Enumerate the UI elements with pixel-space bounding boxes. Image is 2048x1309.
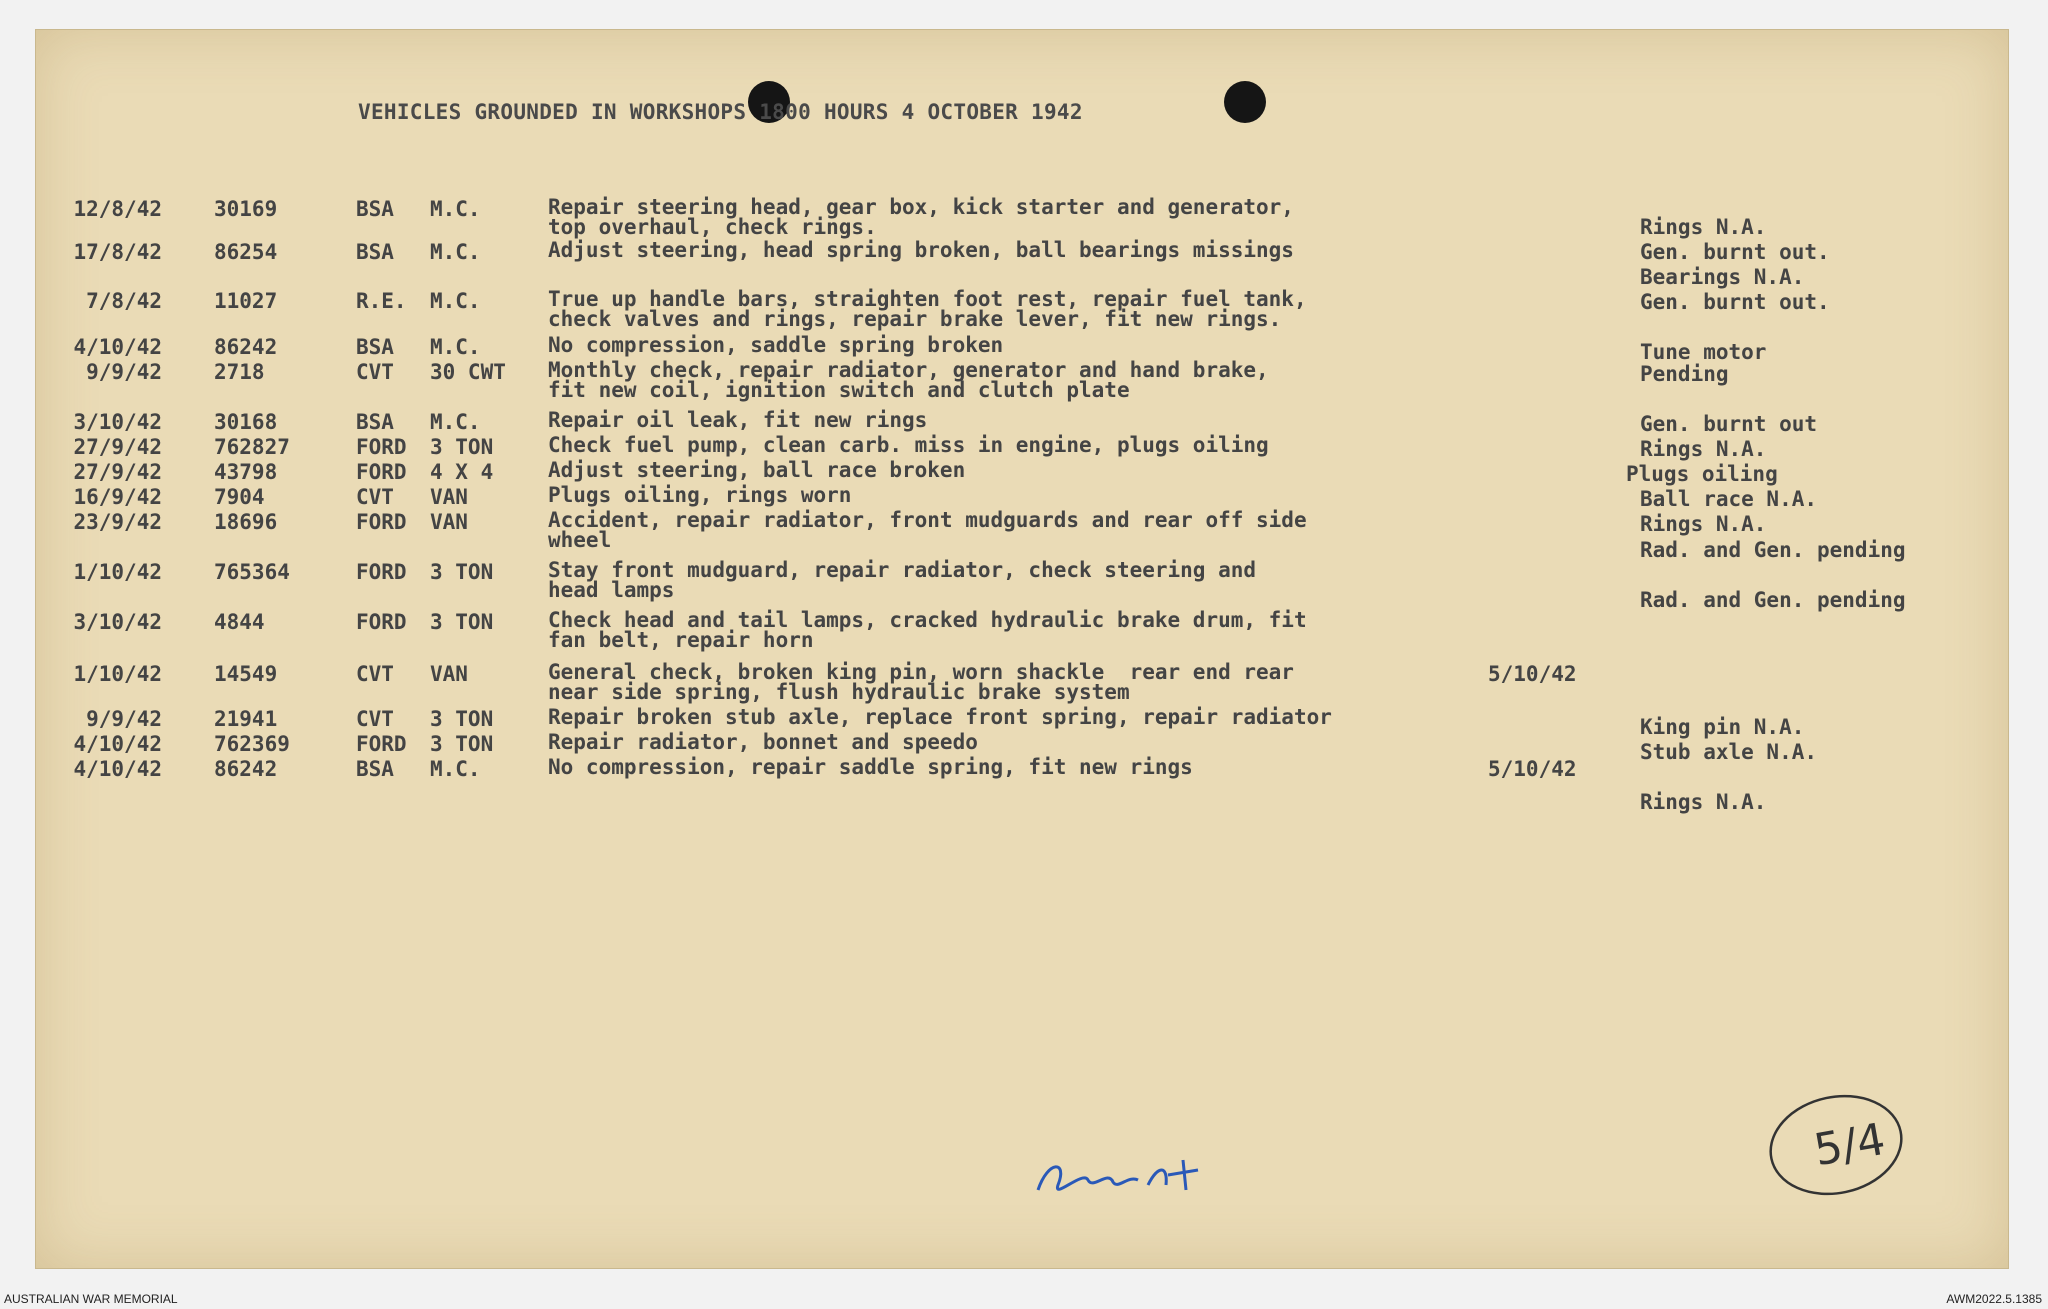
- row-description: Repair radiator, bonnet and speedo: [548, 730, 978, 754]
- row-date: 9/9/42: [86, 707, 162, 731]
- status-note: Rings N.A.: [1640, 790, 1767, 814]
- row-vehicle-number: 762827: [214, 435, 290, 459]
- row-make: BSA: [356, 757, 394, 781]
- row-date: 3/10/42: [73, 410, 162, 434]
- row-date: 1/10/42: [73, 662, 162, 686]
- status-note: Rad. and Gen. pending: [1640, 538, 1906, 562]
- row-date: 9/9/42: [86, 360, 162, 384]
- row-vehicle-type: M.C.: [430, 197, 481, 221]
- status-note: Ball race N.A.: [1640, 487, 1818, 511]
- status-note: Pending: [1640, 362, 1729, 386]
- status-note: Rings N.A.: [1640, 437, 1767, 461]
- row-make: CVT: [356, 360, 394, 384]
- row-date: 4/10/42: [73, 757, 162, 781]
- row-date: 17/8/42: [73, 240, 162, 264]
- status-note: Plugs oiling: [1626, 462, 1778, 486]
- row-vehicle-type: 3 TON: [430, 435, 494, 459]
- row-make: FORD: [356, 510, 407, 534]
- row-description: Repair oil leak, fit new rings: [548, 408, 928, 432]
- row-description: Adjust steering, ball race broken: [548, 458, 966, 482]
- row-make: CVT: [356, 662, 394, 686]
- row-vehicle-number: 86242: [214, 757, 278, 781]
- row-description: Stay front mudguard, repair radiator, check steering and head lamps: [548, 558, 1257, 602]
- row-vehicle-type: M.C.: [430, 335, 481, 359]
- row-vehicle-number: 43798: [214, 460, 278, 484]
- row-description: No compression, saddle spring broken: [548, 333, 1004, 357]
- row-vehicle-type: VAN: [430, 510, 468, 534]
- row-date: 4/10/42: [73, 732, 162, 756]
- folio-stamp: [1766, 1090, 1906, 1200]
- status-note: Stub axle N.A.: [1640, 740, 1818, 764]
- row-description: Adjust steering, head spring broken, ball bearings missings: [548, 238, 1294, 262]
- row-description: No compression, repair saddle spring, fit new rings: [548, 755, 1193, 779]
- row-make: FORD: [356, 560, 407, 584]
- row-description: True up handle bars, straighten foot rest, repair fuel tank, check valves and rings, repair brake lever, fit new rings.: [548, 287, 1307, 331]
- row-make: FORD: [356, 732, 407, 756]
- row-vehicle-number: 7904: [214, 485, 265, 509]
- row-vehicle-number: 14549: [214, 662, 278, 686]
- row-vehicle-type: 3 TON: [430, 707, 494, 731]
- row-vehicle-number: 762369: [214, 732, 290, 756]
- row-vehicle-type: M.C.: [430, 757, 481, 781]
- row-vehicle-type: 4 X 4: [430, 460, 494, 484]
- status-note: Gen. burnt out.: [1640, 240, 1830, 264]
- signature: [1028, 1140, 1228, 1210]
- row-vehicle-type: VAN: [430, 662, 468, 686]
- row-vehicle-number: 2718: [214, 360, 265, 384]
- row-vehicle-number: 30169: [214, 197, 278, 221]
- row-date: 23/9/42: [73, 510, 162, 534]
- row-completed-date: 5/10/42: [1488, 757, 1577, 781]
- row-make: FORD: [356, 610, 407, 634]
- row-vehicle-number: 4844: [214, 610, 265, 634]
- row-description: Plugs oiling, rings worn: [548, 483, 852, 507]
- status-note: Bearings N.A.: [1640, 265, 1805, 289]
- status-note: Rings N.A.: [1640, 215, 1767, 239]
- status-note: Rad. and Gen. pending: [1640, 588, 1906, 612]
- row-vehicle-type: 30 CWT: [430, 360, 506, 384]
- row-date: 4/10/42: [73, 335, 162, 359]
- row-date: 12/8/42: [73, 197, 162, 221]
- row-vehicle-type: M.C.: [430, 410, 481, 434]
- punch-hole-right: [1224, 81, 1266, 123]
- row-make: BSA: [356, 410, 394, 434]
- row-make: FORD: [356, 435, 407, 459]
- row-vehicle-number: 11027: [214, 289, 278, 313]
- row-date: 3/10/42: [73, 610, 162, 634]
- row-date: 7/8/42: [86, 289, 162, 313]
- row-description: Repair steering head, gear box, kick starter and generator, top overhaul, check rings.: [548, 195, 1294, 239]
- row-description: Repair broken stub axle, replace front spring, repair radiator: [548, 705, 1332, 729]
- row-description: Accident, repair radiator, front mudguards and rear off side wheel: [548, 508, 1307, 552]
- document-title: VEHICLES GROUNDED IN WORKSHOPS 1800 HOURS 4 OCTOBER 1942: [358, 100, 1083, 124]
- row-description: Check fuel pump, clean carb. miss in engine, plugs oiling: [548, 433, 1269, 457]
- row-description: General check, broken king pin, worn shackle rear end rear near side spring, flush hydraulic brake system: [548, 660, 1294, 704]
- footer-reference: AWM2022.5.1385: [1946, 1292, 2042, 1306]
- row-vehicle-type: 3 TON: [430, 560, 494, 584]
- row-make: CVT: [356, 485, 394, 509]
- row-vehicle-type: 3 TON: [430, 732, 494, 756]
- row-vehicle-number: 30168: [214, 410, 278, 434]
- row-date: 27/9/42: [73, 435, 162, 459]
- row-make: BSA: [356, 197, 394, 221]
- row-date: 27/9/42: [73, 460, 162, 484]
- status-note: Gen. burnt out.: [1640, 290, 1830, 314]
- status-note: Gen. burnt out: [1640, 412, 1818, 436]
- row-vehicle-number: 86254: [214, 240, 278, 264]
- row-description: Monthly check, repair radiator, generator and hand brake, fit new coil, ignition switch and clutch plate: [548, 358, 1269, 402]
- row-completed-date: 5/10/42: [1488, 662, 1577, 686]
- row-vehicle-type: 3 TON: [430, 610, 494, 634]
- row-vehicle-number: 86242: [214, 335, 278, 359]
- row-vehicle-type: M.C.: [430, 289, 481, 313]
- row-make: CVT: [356, 707, 394, 731]
- row-vehicle-number: 765364: [214, 560, 290, 584]
- row-description: Check head and tail lamps, cracked hydraulic brake drum, fit fan belt, repair horn: [548, 608, 1307, 652]
- row-make: R.E.: [356, 289, 407, 313]
- status-note: Tune motor: [1640, 340, 1767, 364]
- folio-number: 5/4: [1810, 1113, 1889, 1177]
- row-make: FORD: [356, 460, 407, 484]
- row-date: 16/9/42: [73, 485, 162, 509]
- row-vehicle-type: M.C.: [430, 240, 481, 264]
- row-vehicle-number: 21941: [214, 707, 278, 731]
- row-make: BSA: [356, 240, 394, 264]
- footer-source: AUSTRALIAN WAR MEMORIAL: [4, 1292, 178, 1306]
- status-note: King pin N.A.: [1640, 715, 1805, 739]
- row-make: BSA: [356, 335, 394, 359]
- status-note: Rings N.A.: [1640, 512, 1767, 536]
- row-date: 1/10/42: [73, 560, 162, 584]
- row-vehicle-type: VAN: [430, 485, 468, 509]
- row-vehicle-number: 18696: [214, 510, 278, 534]
